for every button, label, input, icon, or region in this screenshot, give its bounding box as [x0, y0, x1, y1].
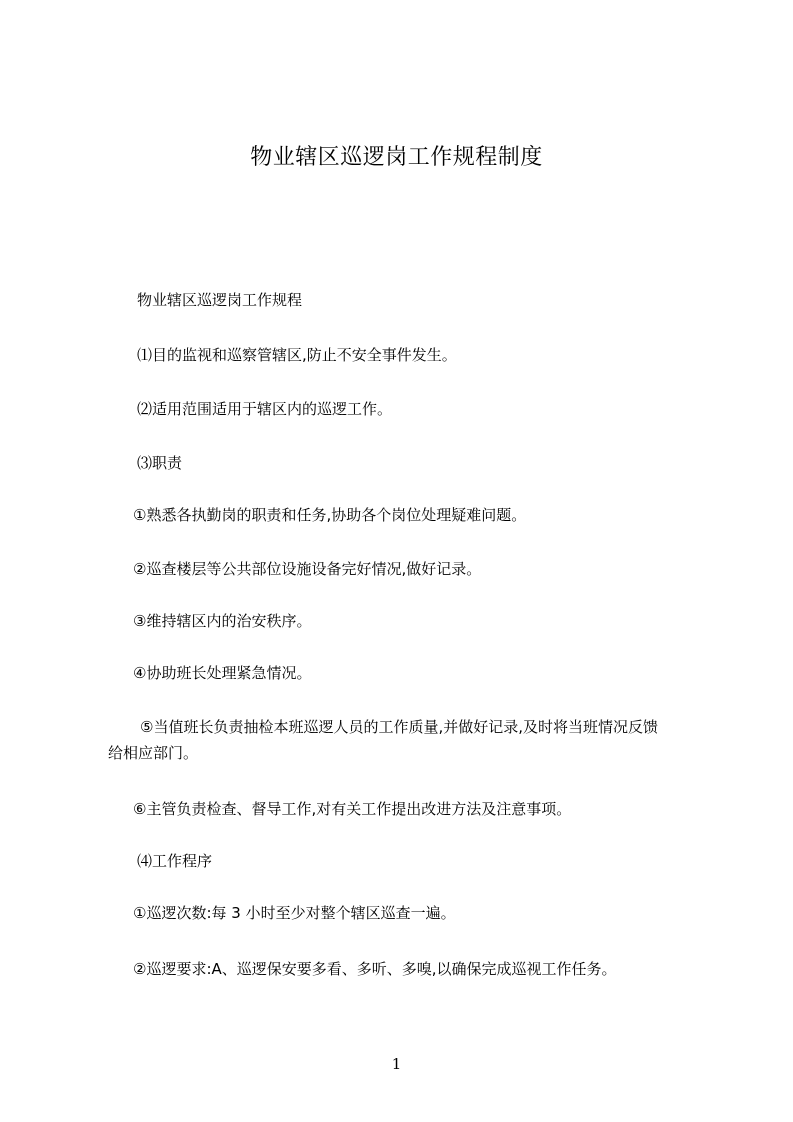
- paragraph-responsibilities-heading: ⑶职责: [137, 454, 183, 472]
- paragraph-duty-3: ③维持辖区内的治安秩序。: [133, 612, 312, 630]
- paragraph-duty-4: ④协助班长处理紧急情况。: [133, 664, 312, 682]
- paragraph-duty-5: [108, 714, 708, 766]
- paragraph-duty-5-line-1: ⑤当值班长负责抽检本班巡逻人员的工作质量,并做好记录,及时将当班情况反馈: [140, 718, 658, 736]
- paragraph-procedure-1: ①巡逻次数:每 3 小时至少对整个辖区巡查一遍。: [133, 904, 456, 922]
- paragraph-duty-2: ②巡查楼层等公共部位设施设备完好情况,做好记录。: [133, 560, 482, 578]
- paragraph-procedure-heading: ⑷工作程序: [137, 852, 213, 870]
- section-heading: 物业辖区巡逻岗工作规程: [137, 291, 303, 309]
- paragraph-duty-1: ①熟悉各执勤岗的职责和任务,协助各个岗位处理疑难问题。: [133, 506, 527, 524]
- paragraph-duty-5-line-2: 给相应部门。: [108, 744, 199, 762]
- paragraph-duty-6: ⑥主管负责检查、督导工作,对有关工作提出改进方法及注意事项。: [133, 800, 572, 818]
- page-number: 1: [391, 1055, 402, 1073]
- document-title: 物业辖区巡逻岗工作规程制度: [250, 145, 543, 170]
- paragraph-procedure-2: ②巡逻要求:A、巡逻保安要多看、多听、多嗅,以确保完成巡视工作任务。: [133, 960, 617, 978]
- paragraph-scope: ⑵适用范围适用于辖区内的巡逻工作。: [137, 400, 393, 418]
- paragraph-purpose: ⑴目的监视和巡察管辖区,防止不安全事件发生。: [137, 346, 457, 364]
